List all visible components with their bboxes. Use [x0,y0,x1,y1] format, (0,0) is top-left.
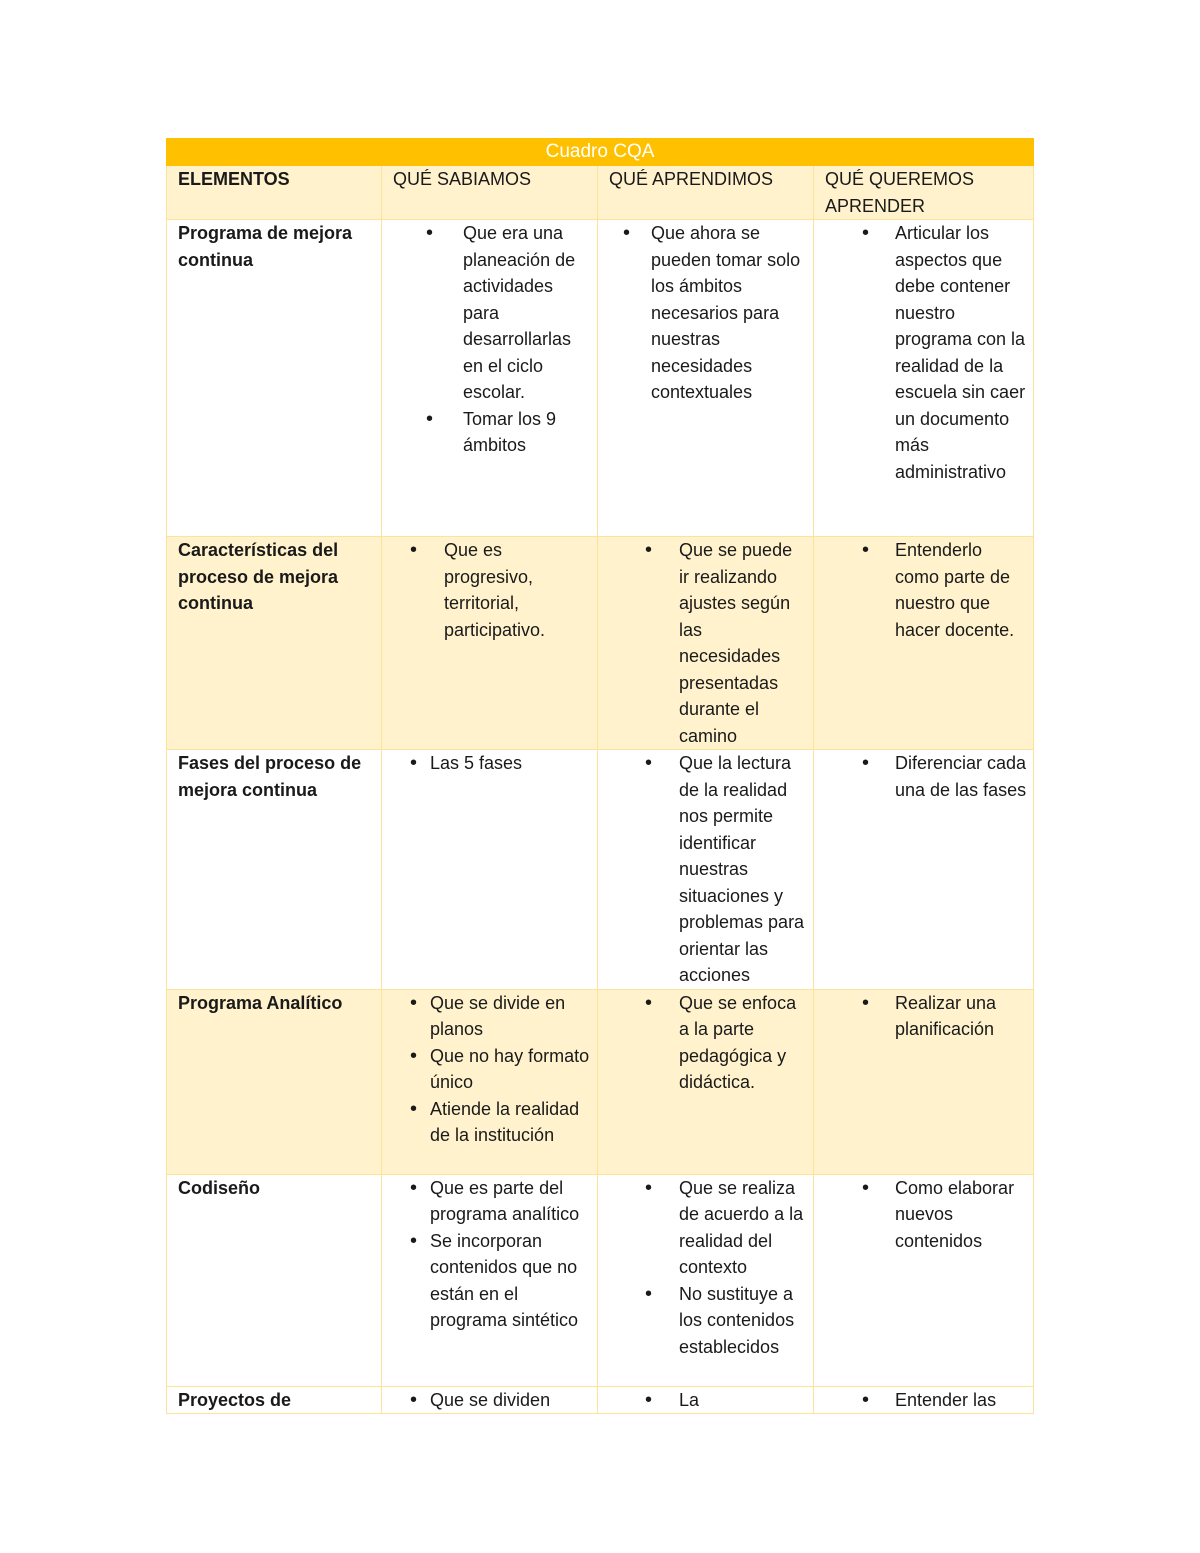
bullet-list [825,1175,1027,1255]
cell-aprendimos [598,1386,814,1414]
bullet-item: • Que se realiza de acuerdo a la realidad del contexto [609,1175,807,1281]
bullet-item: • Entenderlo como parte de nuestro que hacer docente. [825,537,1027,643]
cell-queremos [814,220,1034,537]
bullet-item: • Atiende la realidad de la institución [393,1096,591,1149]
cell-sabiamos [382,989,598,1174]
bullet-list [393,1387,591,1414]
bullet-list [609,990,807,1096]
cell-sabiamos [382,1174,598,1386]
cell-sabiamos [382,1386,598,1414]
bullet-item: • Que se divide en planos [393,990,591,1043]
row-elemento: Programa de mejora continua [167,220,382,537]
bullet-item: • Que la lectura de la realidad nos permite identificar nuestras situaciones y problemas para orientar las acciones [609,750,807,989]
cell-queremos [814,1386,1034,1414]
bullet-list [393,537,591,643]
bullet-item: • No sustituye a los contenidos establecidos [609,1281,807,1361]
cell-aprendimos [598,220,814,537]
bullet-item: • Articular los aspectos que debe contener nuestro programa con la realidad de la escuela sin caer un documento más administrativo [825,220,1027,485]
cell-queremos [814,1174,1034,1386]
bullet-list [825,220,1027,485]
row-elemento: Fases del proceso de mejora continua [167,750,382,990]
table-row [167,989,1034,1174]
cell-aprendimos [598,537,814,750]
row-elemento: Codiseño [167,1174,382,1386]
bullet-list [609,750,807,989]
table-row [167,750,1034,990]
cell-aprendimos [598,750,814,990]
table-title: Cuadro CQA [167,139,1034,166]
bullet-list [825,990,1027,1043]
row-elemento: Programa Analítico [167,989,382,1174]
bullet-item: • Que se enfoca a la parte pedagógica y didáctica. [609,990,807,1096]
bullet-item: • Diferenciar cada una de las fases [825,750,1027,803]
bullet-list [393,1175,591,1334]
table-row [167,537,1034,750]
bullet-item: • Que no hay formato único [393,1043,591,1096]
bullet-item: • La [609,1387,807,1414]
cqa-table [166,138,1034,1414]
bullet-list [393,220,591,459]
cell-aprendimos [598,989,814,1174]
bullet-item: • Tomar los 9 ámbitos [393,406,591,459]
bullet-list [609,1387,807,1414]
cell-aprendimos [598,1174,814,1386]
cell-sabiamos [382,220,598,537]
header-row [167,166,1034,220]
header-que-aprendimos: QUÉ APRENDIMOS [598,166,814,220]
bullet-item: • Entender las [825,1387,1027,1414]
table-row [167,220,1034,537]
cell-sabiamos [382,537,598,750]
header-elementos: ELEMENTOS [167,166,382,220]
bullet-list [609,537,807,749]
bullet-list [609,220,807,406]
bullet-item: • Realizar una planificación [825,990,1027,1043]
cell-sabiamos [382,750,598,990]
bullet-list [825,750,1027,803]
bullet-item: • Que ahora se pueden tomar solo los ámbitos necesarios para nuestras necesidades contextuales [609,220,807,406]
cell-queremos [814,750,1034,990]
header-que-sabiamos: QUÉ SABIAMOS [382,166,598,220]
bullet-item: • Se incorporan contenidos que no están en el programa sintético [393,1228,591,1334]
row-elemento: Características del proceso de mejora continua [167,537,382,750]
bullet-list [825,1387,1027,1414]
bullet-list [393,750,591,777]
bullet-list [825,537,1027,643]
header-que-queremos-aprender: QUÉ QUEREMOS APRENDER [814,166,1034,220]
bullet-item: • Como elaborar nuevos contenidos [825,1175,1027,1255]
bullet-item: • Que es parte del programa analítico [393,1175,591,1228]
bullet-list [609,1175,807,1361]
bullet-item: • Que es progresivo, territorial, participativo. [393,537,591,643]
table-row [167,1386,1034,1414]
bullet-item: • Que se dividen [393,1387,591,1414]
row-elemento: Proyectos de [167,1386,382,1414]
cell-queremos [814,537,1034,750]
bullet-item: • Que era una planeación de actividades para desarrollarlas en el ciclo escolar. [393,220,591,406]
bullet-item: • Que se puede ir realizando ajustes según las necesidades presentadas durante el camino [609,537,807,749]
bullet-item: • Las 5 fases [393,750,591,777]
table-row [167,1174,1034,1386]
bullet-list [393,990,591,1149]
title-row [167,139,1034,166]
cell-queremos [814,989,1034,1174]
